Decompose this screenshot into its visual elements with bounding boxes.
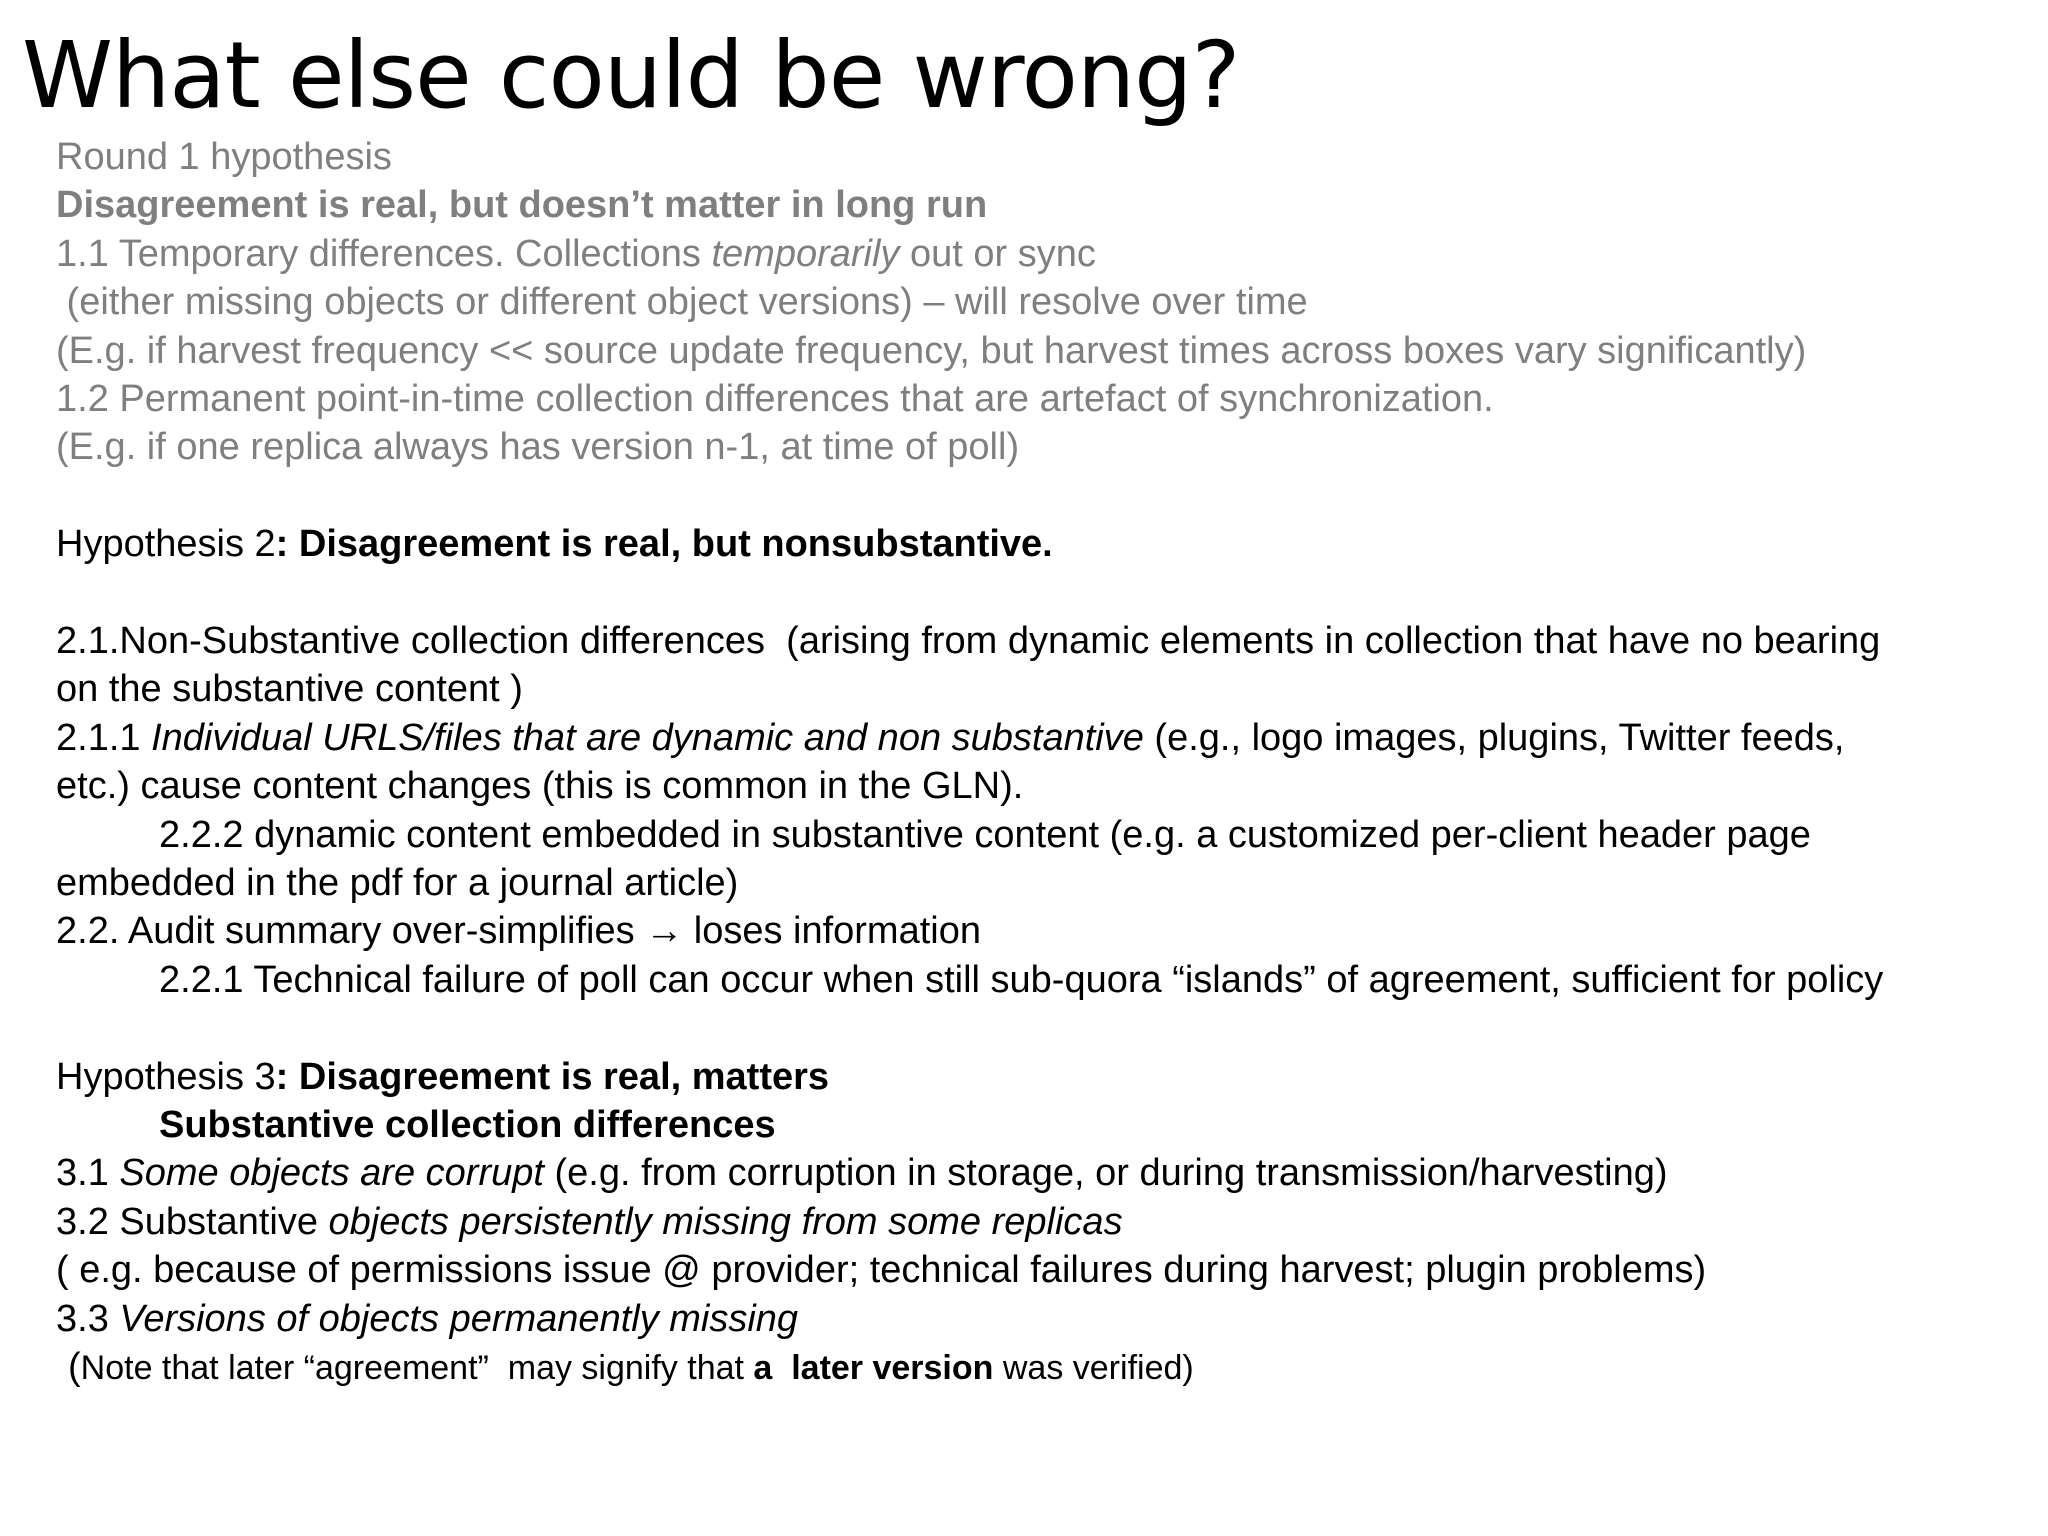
item-1-2-example: (E.g. if one replica always has version n-1, at time of poll) xyxy=(56,426,1020,469)
item-1-2: 1.2 Permanent point-in-time collection differences that are artefact of synchronization. xyxy=(56,378,1494,421)
item-3-2 xyxy=(56,1198,2016,1246)
note-text: Note that later “agreement” may signify that xyxy=(80,1349,754,1388)
hypothesis3-subheading-text: Substantive collection differences xyxy=(159,1104,776,1147)
arrow-right-icon: → xyxy=(645,910,684,953)
hypothesis3-subheading xyxy=(56,1101,2016,1149)
slide-title: What else could be wrong? xyxy=(22,22,1240,129)
round1-heading xyxy=(56,181,2016,229)
round1-label: Round 1 hypothesis xyxy=(56,136,392,178)
item-3-1-number: 3.1 xyxy=(56,1152,120,1195)
item-2-2-text: 2.2. Audit summary over-simplifies xyxy=(56,910,646,953)
item-2-1-line1: 2.1.Non-Substantive collection differences (arising from dynamic elements in collection that have no bearing xyxy=(56,620,1881,663)
spacer xyxy=(56,472,2016,520)
hypothesis3-title: : Disagreement is real, matters xyxy=(275,1055,830,1098)
item-1-1-text: 1.1 Temporary differences. Collections xyxy=(56,232,712,275)
item-2-1-1-line2: etc.) cause content changes (this is common in the GLN). xyxy=(56,765,1024,808)
item-1-1 xyxy=(56,230,2016,278)
item-2-2-1: 2.2.1 Technical failure of poll can occur when still sub-quora “islands” of agreement, sufficient for policy xyxy=(159,958,1884,1001)
item-3-2-example: ( e.g. because of permissions issue @ provider; technical failures during harvest; plugin problems) xyxy=(56,1249,1707,1292)
hypothesis3-prefix: Hypothesis 3 xyxy=(56,1055,276,1098)
item-3-1-emphasis: Some objects are corrupt xyxy=(119,1152,544,1195)
item-2-1-1 xyxy=(56,714,2016,762)
item-3-1-text: (e.g. from corruption in storage, or during transmission/harvesting) xyxy=(543,1152,1668,1195)
item-2-1-line2: on the substantive content ) xyxy=(56,668,523,711)
item-3-1 xyxy=(56,1149,2016,1197)
item-1-1-emphasis: temporarily xyxy=(711,232,900,275)
slide-body xyxy=(56,133,2016,1393)
spacer xyxy=(56,1004,2016,1052)
note-emphasis: a later version xyxy=(753,1349,994,1388)
item-2-2-2-line1: 2.2.2 dynamic content embedded in substantive content (e.g. a customized per-client header page xyxy=(159,813,1811,856)
item-1-1-text-end: out or sync xyxy=(899,232,1096,275)
item-2-2 xyxy=(56,907,2016,955)
item-1-1-example: (E.g. if harvest frequency << source update frequency, but harvest times across boxes vary significantly) xyxy=(56,329,1807,372)
item-2-1-1-text: (e.g., logo images, plugins, Twitter feeds, xyxy=(1143,716,1845,759)
item-3-2-text: 3.2 Substantive xyxy=(56,1200,329,1243)
item-2-2-2-line2: embedded in the pdf for a journal article) xyxy=(56,862,739,905)
version-note xyxy=(56,1343,2016,1392)
item-2-1-1-emphasis: Individual URLS/files that are dynamic and non substantive xyxy=(151,716,1144,759)
spacer xyxy=(56,569,2016,617)
item-2-1-1-number: 2.1.1 xyxy=(56,716,152,759)
note-text-end: was verified) xyxy=(993,1349,1194,1388)
round1-heading-text: Disagreement is real, but doesn’t matter in long run xyxy=(56,184,988,227)
hypothesis3-heading xyxy=(56,1053,2016,1101)
item-2-2-text-end: loses information xyxy=(683,910,981,953)
item-3-2-emphasis: objects persistently missing from some replicas xyxy=(328,1200,1123,1243)
item-3-3-number: 3.3 xyxy=(56,1297,120,1340)
hypothesis2-heading xyxy=(56,520,2016,568)
item-3-3-emphasis: Versions of objects permanently missing xyxy=(119,1297,799,1340)
item-3-3 xyxy=(56,1295,2016,1343)
note-open-paren: ( xyxy=(68,1346,81,1389)
item-1-1-line2: (either missing objects or different object versions) – will resolve over time xyxy=(56,281,1308,324)
hypothesis2-title: : Disagreement is real, but nonsubstantive. xyxy=(275,523,1053,566)
hypothesis2-prefix: Hypothesis 2 xyxy=(56,523,276,566)
